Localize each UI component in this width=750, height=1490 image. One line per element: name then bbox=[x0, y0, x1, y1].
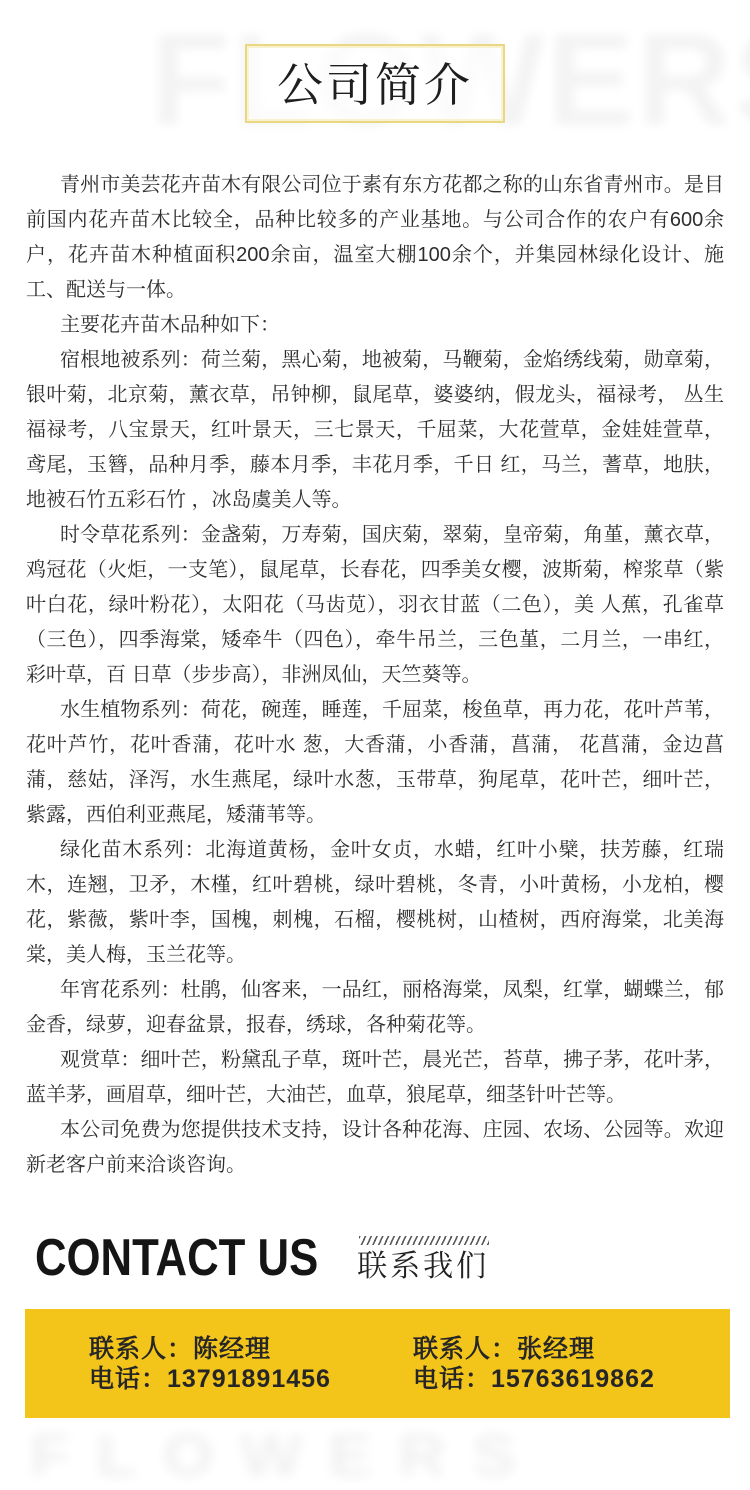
contact-section-header bbox=[35, 1228, 490, 1287]
contact-card-zhang bbox=[413, 1334, 655, 1394]
contact-phone: 电话：15763619862 bbox=[412, 1364, 655, 1393]
intro-paragraph-services: 本公司免费为您提供技术支持，设计各种花海、庄园、农场、公园等。欢迎新老客户前来洽谈咨询。 bbox=[26, 1119, 724, 1176]
intro-paragraph-ornamental-grass: 观赏草：细叶芒，粉黛乱子草，斑叶芒，晨光芒，苔草，拂子茅，花叶茅，蓝羊茅，画眉草，细叶芒，大油芒，血草，狼尾草，细茎针叶芒等。 bbox=[26, 1049, 724, 1106]
contact-info-box bbox=[25, 1309, 730, 1418]
page-title: 公司简介 bbox=[277, 59, 473, 111]
hatch-decoration bbox=[359, 1236, 489, 1245]
contact-phone: 电话：13791891456 bbox=[89, 1364, 331, 1393]
intro-paragraph-aquatic-plants: 水生植物系列：荷花，碗莲，睡莲，千屈菜，梭鱼草，再力花，花叶芦苇，花叶芦竹，花叶香蒲，花叶水 葱，大香蒲，小香蒲，菖蒲， 花菖蒲，金边菖蒲，慈姑，泽泻，水生燕尾，绿叶水葱，玉带草，狗尾草，花叶芒，细叶芒，紫露，西伯利亚燕尾，矮蒲苇等。 bbox=[26, 699, 724, 826]
contact-card-chen bbox=[89, 1334, 331, 1394]
contact-heading-zh-wrap bbox=[357, 1236, 489, 1283]
intro-paragraph-seasonal-flowers: 时令草花系列：金盏菊，万寿菊，国庆菊，翠菊，皇帝菊，角堇，薰衣草，鸡冠花（火炬，一支笔），鼠尾草，长春花，四季美女樱，波斯菊，榨浆草（紫叶白花，绿叶粉花），太阳花（马齿苋），羽衣甘蓝（二色），美 人蕉，孔雀草（三色），四季海棠，矮牵牛（四色），牵牛吊兰，三色堇，二月兰，一串红，彩叶草，百 日草（步步高），非洲凤仙，天竺葵等。 bbox=[26, 524, 724, 686]
company-description bbox=[26, 168, 724, 1183]
contact-person: 联系人：陈经理 bbox=[89, 1334, 272, 1363]
bottom-watermark-smudge: FLOWERS bbox=[30, 1420, 542, 1489]
page-title-box bbox=[245, 44, 505, 123]
intro-paragraph-company: 青州市美芸花卉苗木有限公司位于素有东方花都之称的山东省青州市。是目前国内花卉苗木比较全，品种比较多的产业基地。与公司合作的农户有600余户，花卉苗木种植面积200余亩，温室大棚100余个，并集园林绿化设计、施工、配送与一体。 bbox=[26, 174, 724, 301]
contact-person: 联系人：张经理 bbox=[412, 1334, 595, 1363]
contact-heading-zh: 联系我们 bbox=[357, 1250, 490, 1283]
intro-paragraph-festival-flowers: 年宵花系列：杜鹃，仙客来，一品红，丽格海棠，凤梨，红掌，蝴蝶兰，郁金香，绿萝，迎春盆景，报春，绣球，各种菊花等。 bbox=[26, 979, 724, 1036]
intro-paragraph-landscape-seedlings: 绿化苗木系列：北海道黄杨，金叶女贞，水蜡，红叶小檗，扶芳藤，红瑞木，连翘，卫矛，木槿，红叶碧桃，绿叶碧桃，冬青，小叶黄杨，小龙柏，樱花，紫薇，紫叶李，国槐，刺槐，石榴，樱桃树，山楂树，西府海棠，北美海棠，美人梅，玉兰花等。 bbox=[26, 839, 724, 966]
intro-paragraph-perennials: 宿根地被系列：荷兰菊，黑心菊，地被菊，马鞭菊，金焰绣线菊，勋章菊，银叶菊，北京菊，薰衣草，吊钟柳，鼠尾草，婆婆纳，假龙头，福禄考， 丛生福禄考，八宝景天，红叶景天，三七景天，千屈菜，大花萱草，金娃娃萱草，鸢尾，玉簪，品种月季，藤本月季，丰花月季，千日 红，马兰，蓍草，地肤，地被石竹五彩石竹 ，冰岛虞美人等。 bbox=[26, 349, 724, 511]
intro-paragraph-lead: 主要花卉苗木品种如下： bbox=[60, 314, 280, 336]
contact-heading-en: CONTACT US bbox=[35, 1228, 319, 1287]
